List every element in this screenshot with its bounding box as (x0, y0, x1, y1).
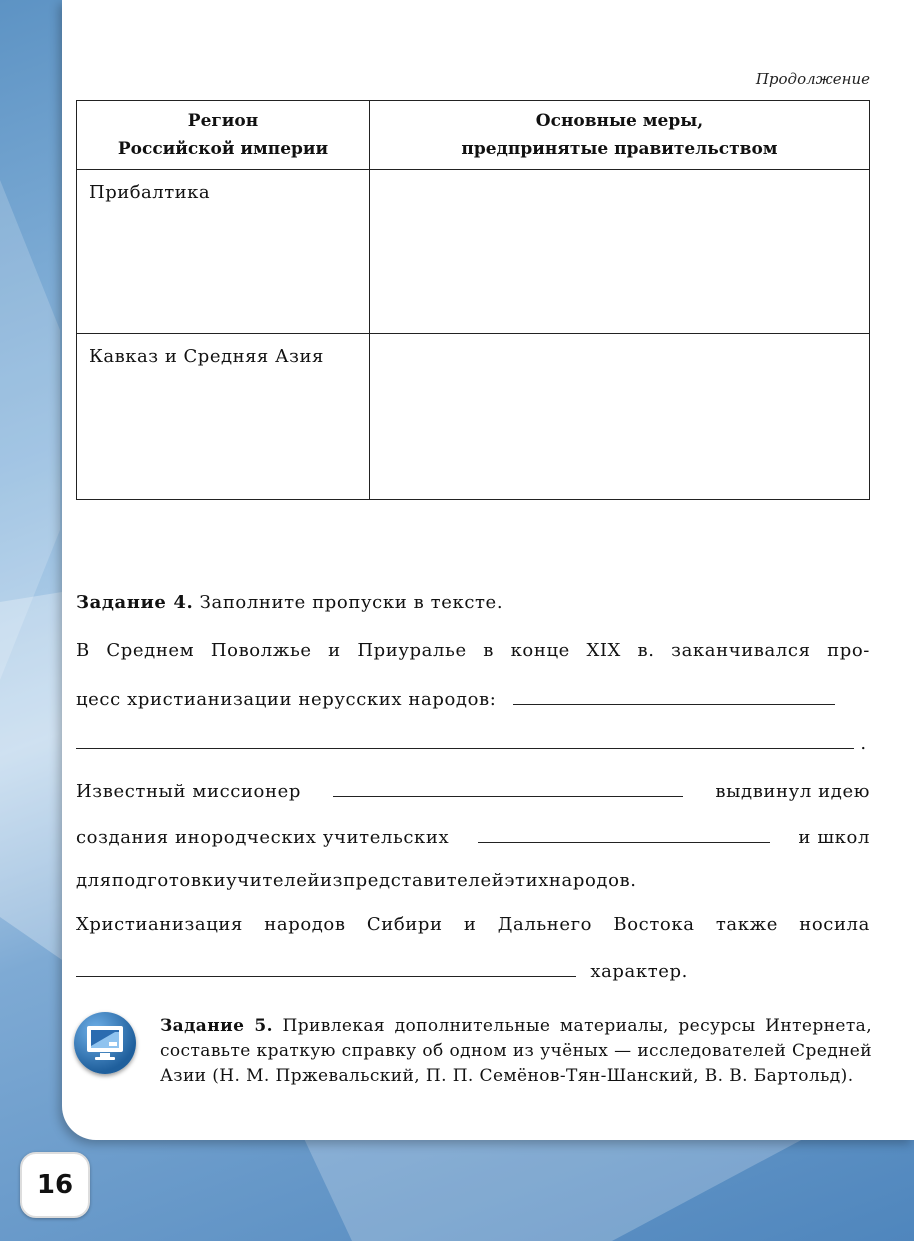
background-shard (0, 180, 60, 680)
region-cell: Прибалтика (77, 170, 370, 334)
text-segment: характер. (590, 961, 688, 982)
table-header-row (77, 101, 870, 170)
task4-line3 (76, 730, 870, 758)
background-shard (300, 1130, 820, 1241)
text-segment: выдвинул идею (715, 781, 870, 802)
text-segment: . (860, 733, 867, 754)
fill-in-blank[interactable] (513, 686, 835, 705)
word: В (76, 640, 90, 661)
table-row (77, 170, 870, 334)
workbook-page (62, 0, 914, 1140)
task4-heading (76, 592, 870, 613)
region-cell: Кавказ и Средняя Азия (77, 334, 370, 500)
word: Востока (613, 914, 695, 935)
text-segment: Известный миссионер (76, 781, 301, 802)
table-row (77, 334, 870, 500)
text-segment: и школ (798, 827, 870, 848)
text-segment: цесс христианизации нерусских народов: (76, 689, 497, 710)
word: этих (504, 870, 549, 891)
word: учителей (226, 870, 321, 891)
word: и (328, 640, 341, 661)
task4-line2 (76, 686, 870, 714)
word: из (320, 870, 344, 891)
word: народов (264, 914, 346, 935)
word: носила (799, 914, 870, 935)
computer-monitor-icon (74, 1012, 136, 1074)
word: про- (827, 640, 870, 661)
task-instruction: Заполните пропуски в тексте. (199, 592, 504, 613)
task-instruction: Привлекая дополнительные материалы, ресурсы Интернета, составьте краткую справку об одном из учёных — исследователей Средней Азии (Н. М. Пржевальский, П. П. Семёнов-Тян-Шанский, В. В. Бартольд). (160, 1016, 872, 1086)
column-header-line: Основные меры, (535, 111, 704, 131)
word: XIX (586, 640, 621, 661)
word: Сибири (366, 914, 443, 935)
fill-in-blank[interactable] (478, 824, 770, 843)
word: и (463, 914, 477, 935)
task4-line4 (76, 778, 870, 806)
word: Поволжье (210, 640, 312, 661)
column-header-line: Регион (187, 111, 259, 131)
measures-answer-cell[interactable] (370, 334, 870, 500)
task4-line8 (76, 958, 870, 986)
word: народов. (548, 870, 637, 891)
continuation-label: Продолжение (755, 70, 870, 88)
task4-line6 (76, 870, 870, 898)
word: Христианизация (76, 914, 243, 935)
task-label: Задание 5. (160, 1016, 273, 1036)
task4-line1 (76, 640, 870, 668)
fill-in-blank[interactable] (76, 958, 576, 977)
measures-answer-cell[interactable] (370, 170, 870, 334)
word: Дальнего (497, 914, 593, 935)
column-header-region (77, 101, 370, 170)
word: заканчивался (671, 640, 811, 661)
fill-in-blank[interactable] (76, 730, 854, 749)
text-segment: создания инородческих учительских (76, 827, 450, 848)
fill-in-blank[interactable] (333, 778, 683, 797)
word: конце (510, 640, 570, 661)
task5-paragraph (160, 1014, 872, 1089)
word: подготовки (111, 870, 227, 891)
column-header-line: Российской империи (117, 139, 329, 159)
word: представителей (343, 870, 505, 891)
page-number: 16 (20, 1152, 90, 1218)
word: Приуралье (357, 640, 467, 661)
task4-line5 (76, 824, 870, 852)
task4-line7 (76, 914, 870, 942)
word: Среднем (106, 640, 195, 661)
regions-table (76, 100, 870, 500)
word: для (76, 870, 112, 891)
column-header-line: предпринятые правительством (461, 139, 778, 159)
word: в. (637, 640, 655, 661)
column-header-measures (370, 101, 870, 170)
word: также (715, 914, 778, 935)
word: в (483, 640, 494, 661)
task-label: Задание 4. (76, 592, 194, 613)
